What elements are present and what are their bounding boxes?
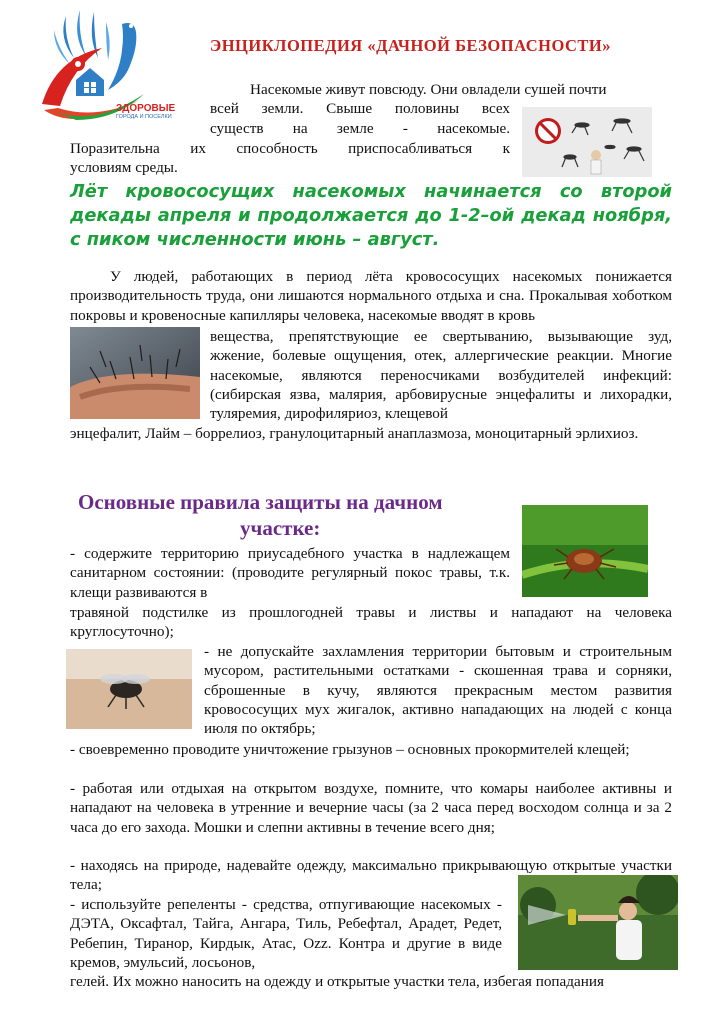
para2-bottom: энцефалит, Лайм – боррелиоз, гранулоцитарный анаплазмоза, моноцитарный эрлихиоз. <box>70 425 639 442</box>
mosquitoes-image <box>522 107 652 177</box>
rules-heading-line1: Основные правила защиты на дачном <box>78 490 443 514</box>
logo-line1: ЗДОРОВЫЕ <box>116 103 176 114</box>
logo-caption <box>116 104 175 121</box>
intro-line1: Насекомые живут повсюду. Они овладели сушей почти <box>250 81 607 98</box>
rule2-side: - не допускайте захламления территории бытовым и строительным мусором, растительными остатками - скошенная трава и сорняки, сброшенные в кучу, являются прекрасным местом развития кровососущих мух жигалок, активно нападающих на людей с конца июля по октябрь; <box>204 643 672 738</box>
tick-image <box>522 505 648 597</box>
rule6-side: - используйте репеленты - средства, отпугивающие насекомых - ДЭТА, Оксафтал, Тайга, Ангара, Тиль, Ребефтал, Арадет, Редет, Ребепин, Тиранор, Кирдык, Атас, Ozz. Контра и другие в виде кремов, эмульсий, лосьонов, <box>70 896 502 971</box>
rule6-full: гелей. Их можно наносить на одежду и открытые участки тела, избегая попадания <box>70 973 605 990</box>
intro-line2: всей земли. Свыше половины всех <box>210 100 510 117</box>
repellent-spray-image <box>518 875 678 970</box>
rule5: - находясь на природе, надевайте одежду, максимально прикрывающую открытые участки тела; <box>70 857 672 894</box>
rule3: - своевременно проводите уничтожение грызунов – основных прокормителей клещей; <box>70 741 630 758</box>
rule1-full: травяной подстилке из прошлогодней травы и листвы и нападают на человека круглосуточно); <box>70 604 672 641</box>
logo-line2: ГОРОДА И ПОСЕЛКИ <box>116 114 172 120</box>
para2-side: вещества, препятствующие ее свертыванию, вызывающие зуд, жжение, болевые ощущения, отек, аллергические реакции. Многие насекомые, являются переносчиками возбудителей инфекций: (сибирская язва, малярия, арбовирусные энцефалиты и лихорадки, туляремия, дирофиляриоз, клещевой <box>210 328 672 423</box>
season-highlight: Лёт кровососущих насекомых начинается со второй декады апреля и продолжается до 1-2–ой декад ноября, с пиком численности июнь – август. <box>70 181 672 250</box>
page-title: ЭНЦИКЛОПЕДИЯ «ДАЧНОЙ БЕЗОПАСНОСТИ» <box>210 36 611 55</box>
para2-top: У людей, работающих в период лёта кровососущих насекомых понижается производительность труда, они лишаются нормального отдыха и сна. Прокалывая хоботком покровы и кровеносные капилляры человека, насекомые вводят в кровь <box>70 268 672 324</box>
rule4: - работая или отдыхая на открытом воздухе, помните, что комары наиболее активны и нападают на человека в утренние и вечерние часы (за 2 часа перед восходом солнца и за 2 часа до его захода. Мошки и слепни активны в течение всего дня; <box>70 780 672 836</box>
rule1-side: - содержите территорию приусадебного участка в надлежащем санитарном состоянии: (проводите регулярный покос травы, т.к. клещи развиваются в <box>70 545 510 601</box>
intro-line5: условиям среды. <box>70 159 178 176</box>
rules-heading-line2: участке: <box>240 516 321 540</box>
intro-line3: существ на земле - насекомые. <box>210 120 510 137</box>
mosquitoes-on-hand-image <box>70 327 200 419</box>
intro-line4: Поразительна их способность приспосабливаться к <box>70 140 510 157</box>
fly-image <box>66 649 192 729</box>
